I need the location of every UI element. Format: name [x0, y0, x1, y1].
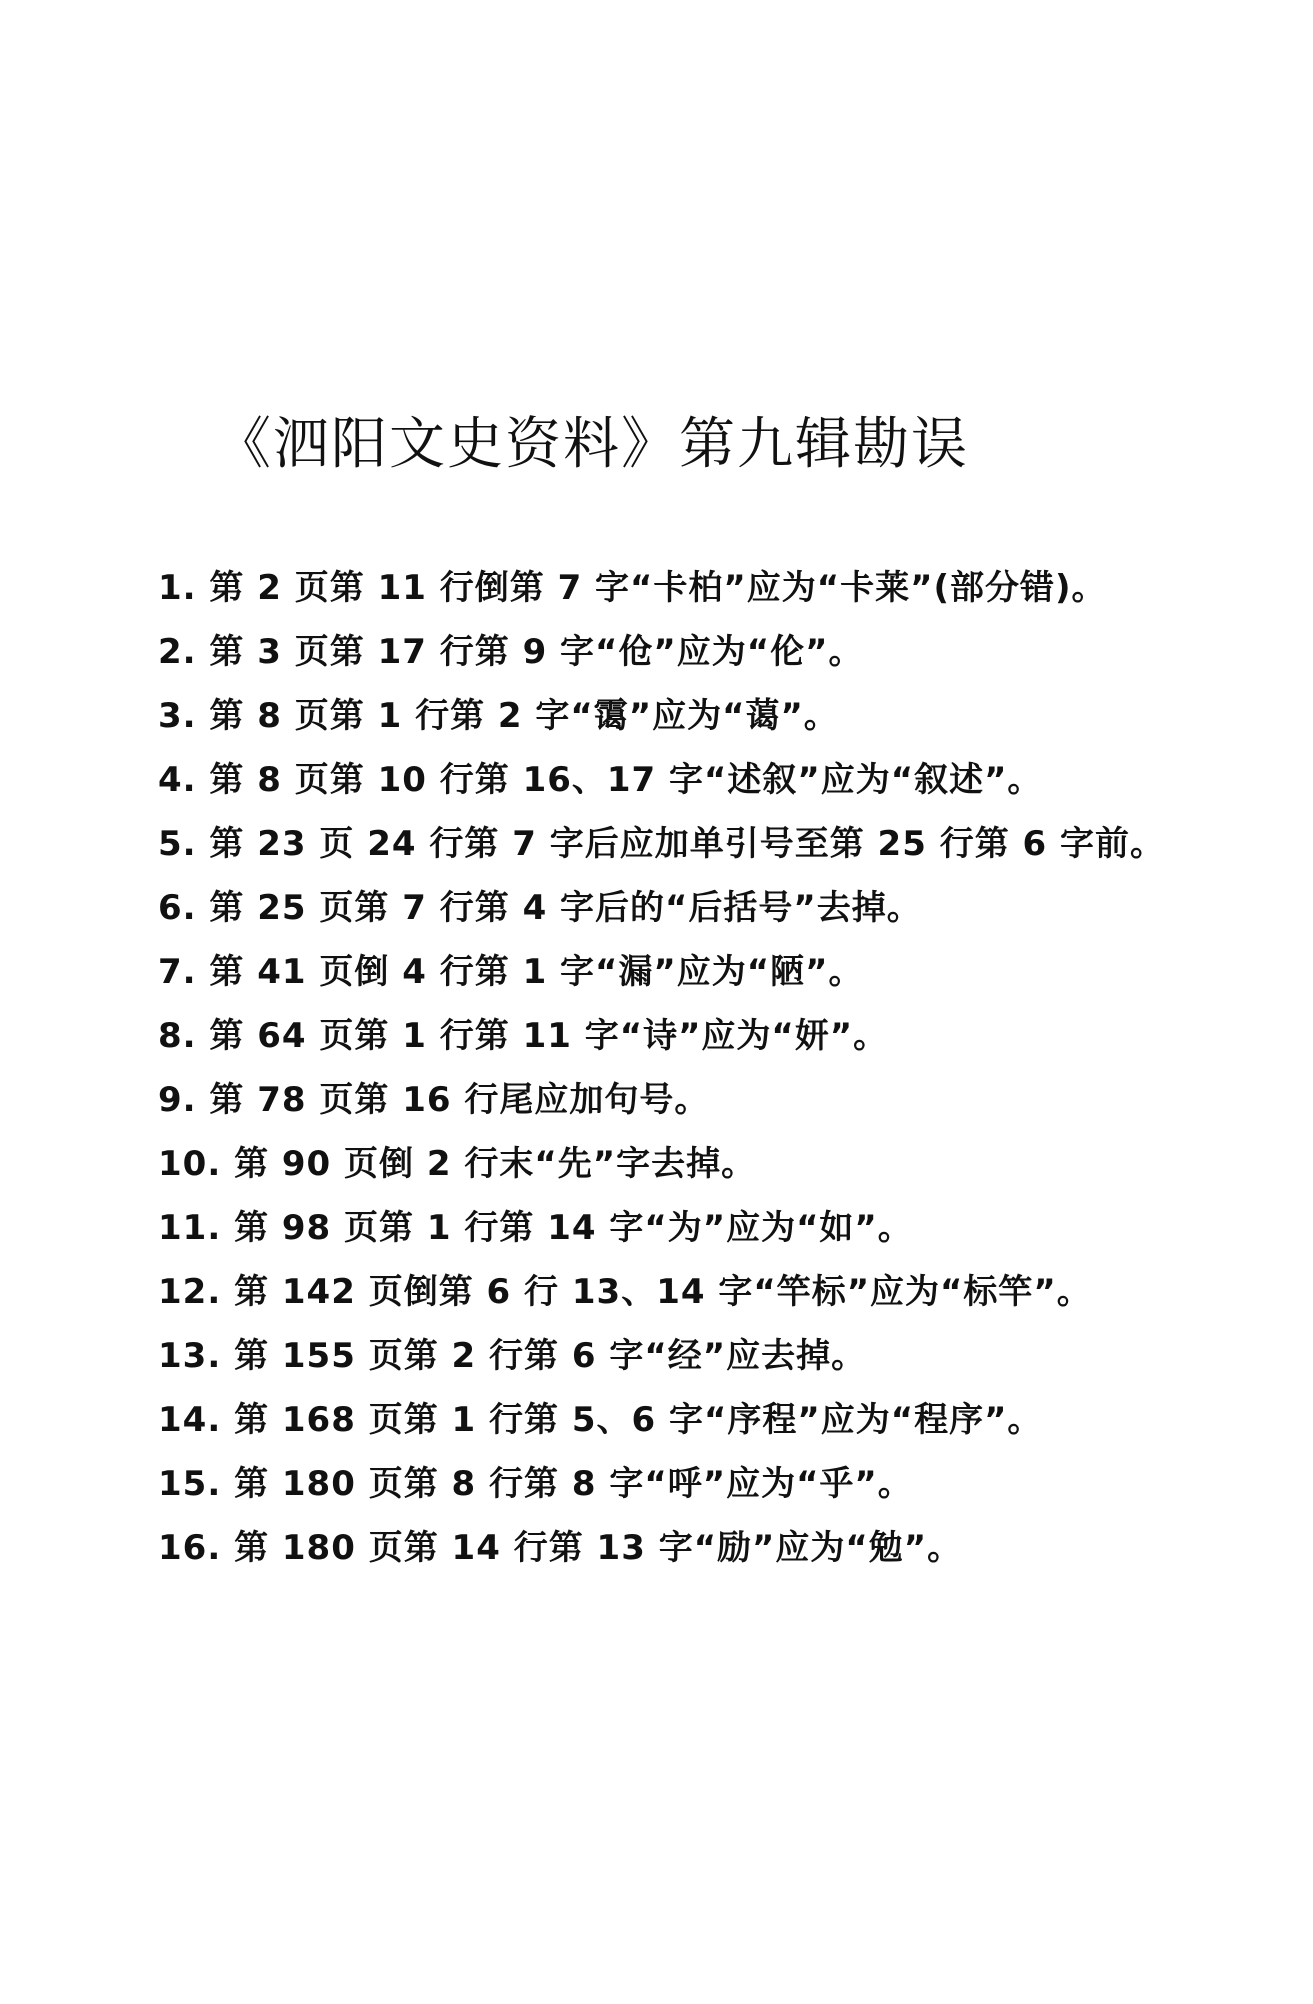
errata-item-9: 9. 第 78 页第 16 行尾应加句号。: [158, 1080, 710, 1120]
errata-item-7: 7. 第 41 页倒 4 行第 1 字“漏”应为“陋”。: [158, 952, 864, 992]
errata-item-1: 1. 第 2 页第 11 行倒第 7 字“卡柏”应为“卡莱”(部分错)。: [158, 568, 1107, 608]
errata-item-11: 11. 第 98 页第 1 行第 14 字“为”应为“如”。: [158, 1208, 913, 1248]
errata-item-6: 6. 第 25 页第 7 行第 4 字后的“后括号”去掉。: [158, 888, 922, 928]
page-title: 《泗阳文史资料》第九辑勘误: [215, 412, 969, 477]
errata-item-14: 14. 第 168 页第 1 行第 5、6 字“序程”应为“程序”。: [158, 1400, 1043, 1440]
errata-item-15: 15. 第 180 页第 8 行第 8 字“呼”应为“乎”。: [158, 1464, 913, 1504]
errata-item-2: 2. 第 3 页第 17 行第 9 字“伧”应为“伦”。: [158, 632, 864, 672]
errata-item-10: 10. 第 90 页倒 2 行末“先”字去掉。: [158, 1144, 757, 1184]
errata-item-13: 13. 第 155 页第 2 行第 6 字“经”应去掉。: [158, 1336, 867, 1376]
errata-item-5: 5. 第 23 页 24 行第 7 字后应加单引号至第 25 行第 6 字前。: [158, 824, 1166, 864]
errata-item-4: 4. 第 8 页第 10 行第 16、17 字“述叙”应为“叙述”。: [158, 760, 1043, 800]
errata-item-3: 3. 第 8 页第 1 行第 2 字“霭”应为“蔼”。: [158, 696, 839, 736]
errata-item-16: 16. 第 180 页第 14 行第 13 字“励”应为“勉”。: [158, 1528, 963, 1568]
errata-item-8: 8. 第 64 页第 1 行第 11 字“诗”应为“妍”。: [158, 1016, 889, 1056]
errata-list: [158, 556, 1278, 1580]
errata-item-12: 12. 第 142 页倒第 6 行 13、14 字“竿标”应为“标竿”。: [158, 1272, 1092, 1312]
